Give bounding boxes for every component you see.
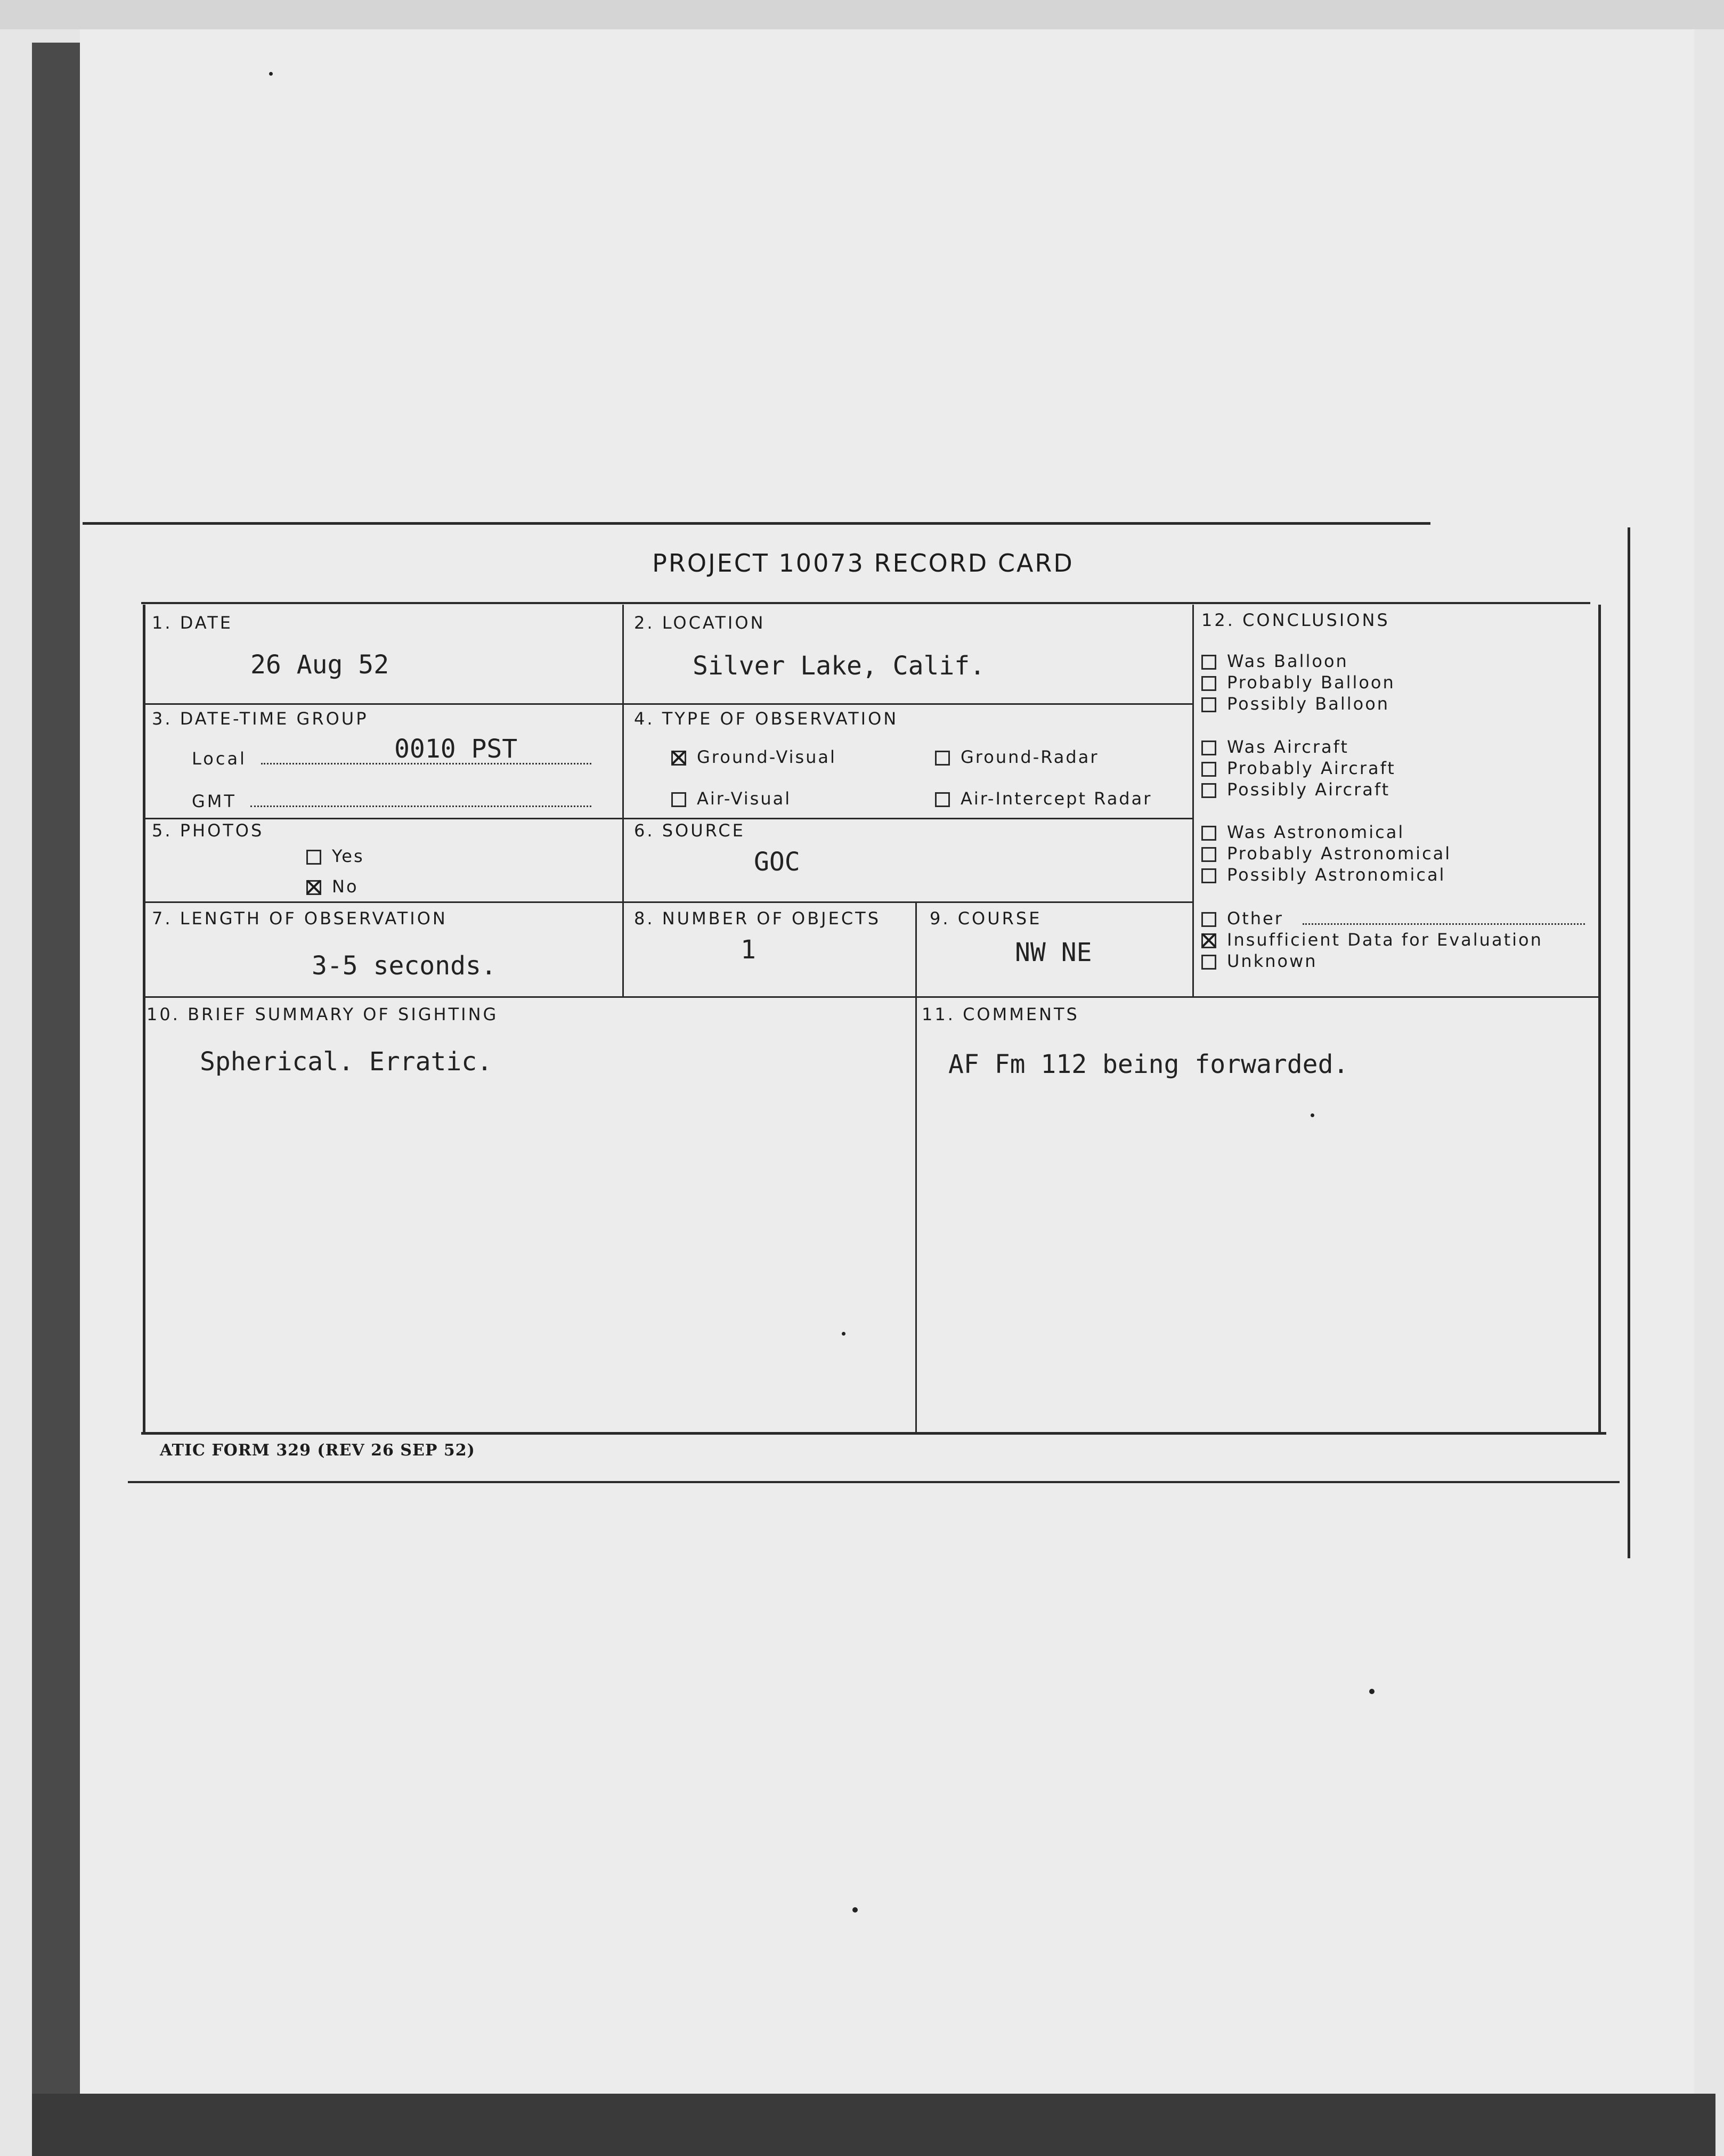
date-label: 1. DATE: [152, 613, 233, 633]
photos-no-checkbox: [306, 880, 321, 895]
col-divider-2: [915, 903, 917, 1433]
speck: [852, 1907, 858, 1913]
date-time-group-label: 3. DATE-TIME GROUP: [152, 709, 369, 729]
gmt-label: GMT: [192, 791, 237, 811]
brief-summary-value: Spherical. Erratic.: [200, 1047, 493, 1077]
col-divider-1: [622, 605, 624, 996]
local-label: Local: [192, 749, 247, 769]
photos-no: No: [306, 876, 359, 897]
conclusion-was-aircraft: Was Aircraft: [1201, 737, 1349, 757]
number-of-objects-value: 1: [741, 935, 756, 965]
card-under-rule: [128, 1481, 1620, 1483]
conclusion-was-balloon: Was Balloon: [1201, 651, 1348, 671]
speck: [1311, 1113, 1314, 1117]
local-value: 0010 PST: [394, 734, 518, 764]
course-label: 9. COURSE: [930, 908, 1042, 929]
conclusion-probably-aircraft: Probably Aircraft: [1201, 758, 1396, 778]
obs-air-visual: Air-Visual: [671, 788, 791, 809]
col-divider-3: [1192, 605, 1194, 996]
film-edge-bottom: [32, 2094, 1715, 2156]
conclusion-was-aircraft-checkbox: [1201, 741, 1216, 755]
card-frame-left: [143, 605, 145, 1433]
card-edge-right: [1628, 527, 1630, 1558]
card-top-rule: [83, 522, 1430, 525]
gmt-line: [250, 806, 591, 807]
card-frame-bottom: [141, 1432, 1606, 1435]
conclusion-possibly-aircraft: Possibly Aircraft: [1201, 779, 1390, 800]
comments-value: AF Fm 112 being forwarded.: [948, 1049, 1349, 1079]
photos-label: 5. PHOTOS: [152, 820, 264, 841]
row-divider-3: [144, 901, 1193, 903]
conclusion-was-astronomical: Was Astronomical: [1201, 822, 1404, 842]
conclusion-probably-aircraft-checkbox: [1201, 762, 1216, 777]
location-value: Silver Lake, Calif.: [693, 651, 986, 681]
conclusion-possibly-balloon: Possibly Balloon: [1201, 694, 1389, 714]
source-label: 6. SOURCE: [634, 820, 745, 841]
row-divider-4: [144, 996, 1598, 998]
card-frame-right: [1598, 605, 1601, 1433]
conclusion-other: Other: [1201, 908, 1283, 929]
conclusion-probably-astronomical-checkbox: [1201, 847, 1216, 862]
conclusion-insufficient-data: Insufficient Data for Evaluation: [1201, 930, 1543, 950]
conclusion-possibly-astronomical-checkbox: [1201, 868, 1216, 883]
conclusion-unknown-checkbox: [1201, 955, 1216, 970]
course-value: NW NE: [1015, 938, 1092, 967]
speck: [269, 72, 273, 76]
conclusion-other-checkbox: [1201, 912, 1216, 927]
card-frame-top: [141, 602, 1590, 604]
conclusion-probably-astronomical: Probably Astronomical: [1201, 843, 1451, 864]
length-of-observation-label: 7. LENGTH OF OBSERVATION: [152, 908, 448, 929]
card-title: PROJECT 10073 RECORD CARD: [652, 549, 1074, 577]
obs-air-intercept-radar: Air-Intercept Radar: [935, 788, 1152, 809]
conclusion-possibly-astronomical: Possibly Astronomical: [1201, 865, 1445, 885]
conclusion-was-balloon-checkbox: [1201, 655, 1216, 670]
conclusion-unknown: Unknown: [1201, 951, 1318, 971]
speck: [842, 1332, 845, 1336]
length-of-observation-value: 3-5 seconds.: [312, 951, 497, 981]
form-id: ATIC FORM 329 (REV 26 SEP 52): [160, 1441, 475, 1460]
conclusion-probably-balloon: Probably Balloon: [1201, 672, 1395, 693]
row-divider-2: [144, 818, 1193, 819]
conclusion-possibly-aircraft-checkbox: [1201, 783, 1216, 798]
film-edge-left: [32, 43, 80, 2099]
conclusion-probably-balloon-checkbox: [1201, 676, 1216, 691]
obs-ground-radar: Ground-Radar: [935, 747, 1099, 767]
date-value: 26 Aug 52: [250, 650, 389, 680]
speck: [1369, 1689, 1375, 1694]
row-divider-1: [144, 703, 1193, 705]
source-value: GOC: [754, 847, 800, 877]
obs-air-intercept-radar-checkbox: [935, 792, 950, 807]
conclusions-label: 12. CONCLUSIONS: [1201, 610, 1390, 630]
comments-label: 11. COMMENTS: [922, 1004, 1079, 1024]
number-of-objects-label: 8. NUMBER OF OBJECTS: [634, 908, 881, 929]
obs-ground-radar-checkbox: [935, 751, 950, 766]
location-label: 2. LOCATION: [634, 613, 766, 633]
conclusion-other-line: [1303, 923, 1585, 925]
photos-yes: Yes: [306, 846, 364, 866]
obs-air-visual-checkbox: [671, 792, 686, 807]
conclusion-insufficient-data-checkbox: [1201, 933, 1216, 948]
conclusion-possibly-balloon-checkbox: [1201, 697, 1216, 712]
conclusion-was-astronomical-checkbox: [1201, 826, 1216, 841]
photos-yes-checkbox: [306, 850, 321, 865]
brief-summary-label: 10. BRIEF SUMMARY OF SIGHTING: [147, 1004, 499, 1024]
type-of-observation-label: 4. TYPE OF OBSERVATION: [634, 709, 899, 729]
obs-ground-visual: Ground-Visual: [671, 747, 836, 767]
obs-ground-visual-checkbox: [671, 751, 686, 766]
film-edge-top: [0, 0, 1724, 29]
